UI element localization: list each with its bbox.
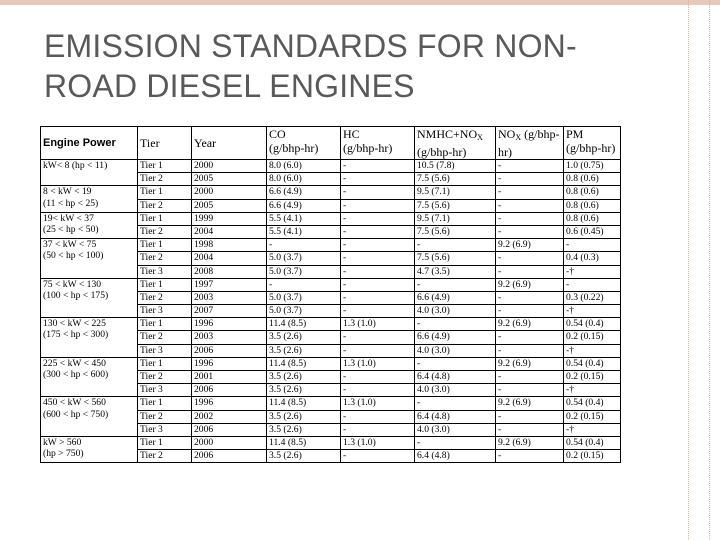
pm-cell: 0.8 (0.6) bbox=[564, 212, 621, 225]
header-nox-sub: X bbox=[515, 133, 522, 142]
tier-cell: Tier 1 bbox=[138, 278, 192, 291]
nmhc-cell: - bbox=[415, 318, 496, 331]
pm-cell: 0.8 (0.6) bbox=[564, 173, 621, 186]
nmhc-cell: 6.4 (4.8) bbox=[415, 450, 496, 463]
nmhc-cell: 6.6 (4.9) bbox=[415, 331, 496, 344]
co-cell: 3.5 (2.6) bbox=[267, 410, 341, 423]
co-cell: 6.6 (4.9) bbox=[267, 186, 341, 199]
year-cell: 2008 bbox=[192, 265, 267, 278]
year-cell: 2000 bbox=[192, 436, 267, 449]
hc-cell: - bbox=[341, 239, 415, 252]
header-engine-power: Engine Power bbox=[41, 127, 138, 160]
pm-cell: 0.54 (0.4) bbox=[564, 357, 621, 370]
tier-cell: Tier 2 bbox=[138, 199, 192, 212]
pm-cell: 0.54 (0.4) bbox=[564, 318, 621, 331]
pm-cell: 0.2 (0.15) bbox=[564, 450, 621, 463]
tier-cell: Tier 2 bbox=[138, 331, 192, 344]
hc-cell: - bbox=[341, 344, 415, 357]
header-hc-name: HC bbox=[343, 127, 360, 141]
nox-cell: - bbox=[496, 186, 564, 199]
nox-cell: 9.2 (6.9) bbox=[496, 357, 564, 370]
pm-cell: 0.8 (0.6) bbox=[564, 199, 621, 212]
header-co-name: CO bbox=[269, 127, 286, 141]
nox-cell: - bbox=[496, 291, 564, 304]
nmhc-cell: - bbox=[415, 239, 496, 252]
year-cell: 2004 bbox=[192, 252, 267, 265]
nox-cell: - bbox=[496, 160, 564, 173]
year-cell: 2006 bbox=[192, 450, 267, 463]
nmhc-cell: 9.5 (7.1) bbox=[415, 186, 496, 199]
tier-cell: Tier 1 bbox=[138, 318, 192, 331]
header-nmhc-sub: X bbox=[477, 133, 483, 142]
co-cell: 8.0 (6.0) bbox=[267, 160, 341, 173]
header-pm-name: PM bbox=[566, 127, 584, 141]
pm-cell: 0.54 (0.4) bbox=[564, 397, 621, 410]
co-cell: 3.5 (2.6) bbox=[267, 450, 341, 463]
nox-cell: - bbox=[496, 410, 564, 423]
tier-cell: Tier 3 bbox=[138, 423, 192, 436]
engine-power-hp: (600 < hp < 750) bbox=[43, 408, 109, 420]
hc-cell: 1.3 (1.0) bbox=[341, 318, 415, 331]
hc-cell: - bbox=[341, 160, 415, 173]
pm-cell: -† bbox=[564, 265, 621, 278]
nox-cell: - bbox=[496, 212, 564, 225]
nmhc-cell: 4.0 (3.0) bbox=[415, 423, 496, 436]
pm-cell: 0.8 (0.6) bbox=[564, 186, 621, 199]
table-row bbox=[41, 239, 621, 252]
pm-cell: 1.0 (0.75) bbox=[564, 160, 621, 173]
engine-power-kw: 130 < kW < 225 bbox=[43, 318, 106, 330]
nmhc-cell: - bbox=[415, 278, 496, 291]
co-cell: 3.5 (2.6) bbox=[267, 371, 341, 384]
engine-power-cell bbox=[41, 278, 138, 318]
header-nmhc-unit: (g/bhp-hr) bbox=[417, 145, 467, 159]
nmhc-cell: 4.7 (3.5) bbox=[415, 265, 496, 278]
engine-power-cell bbox=[41, 318, 138, 358]
tier-cell: Tier 1 bbox=[138, 436, 192, 449]
hc-cell: - bbox=[341, 173, 415, 186]
tier-cell: Tier 3 bbox=[138, 305, 192, 318]
hc-cell: - bbox=[341, 199, 415, 212]
engine-power-cell bbox=[41, 239, 138, 279]
tier-cell: Tier 1 bbox=[138, 397, 192, 410]
tier-cell: Tier 2 bbox=[138, 450, 192, 463]
table-row bbox=[41, 278, 621, 291]
header-nox-name: NO bbox=[498, 127, 516, 141]
year-cell: 1996 bbox=[192, 397, 267, 410]
slide-title: EMISSION STANDARDS FOR NON-ROAD DIESEL ENGINES bbox=[44, 28, 577, 104]
nox-cell: - bbox=[496, 173, 564, 186]
pm-cell: 0.3 (0.22) bbox=[564, 291, 621, 304]
engine-power-kw: 19< kW < 37 bbox=[43, 212, 94, 224]
nox-cell: - bbox=[496, 344, 564, 357]
tier-cell: Tier 1 bbox=[138, 212, 192, 225]
hc-cell: - bbox=[341, 186, 415, 199]
year-cell: 2006 bbox=[192, 423, 267, 436]
engine-power-cell bbox=[41, 160, 138, 186]
nmhc-cell: 6.4 (4.8) bbox=[415, 371, 496, 384]
hc-cell: 1.3 (1.0) bbox=[341, 357, 415, 370]
nmhc-cell: 9.5 (7.1) bbox=[415, 212, 496, 225]
hc-cell: - bbox=[341, 252, 415, 265]
co-cell: 11.4 (8.5) bbox=[267, 318, 341, 331]
co-cell: - bbox=[267, 239, 341, 252]
nox-cell: - bbox=[496, 384, 564, 397]
engine-power-cell bbox=[41, 397, 138, 437]
engine-power-kw: 37 < kW < 75 bbox=[43, 239, 97, 251]
engine-power-cell bbox=[41, 186, 138, 212]
header-nox-unit-start: (g/bhp- bbox=[521, 127, 560, 141]
nmhc-cell: 7.5 (5.6) bbox=[415, 225, 496, 238]
header-co-unit: (g/bhp-hr) bbox=[269, 141, 319, 155]
co-cell: 5.0 (3.7) bbox=[267, 252, 341, 265]
hc-cell: 1.3 (1.0) bbox=[341, 397, 415, 410]
pm-cell: -† bbox=[564, 423, 621, 436]
co-cell: 5.0 (3.7) bbox=[267, 291, 341, 304]
pm-cell: -† bbox=[564, 305, 621, 318]
engine-power-kw: 450 < kW < 560 bbox=[43, 397, 106, 409]
header-hc bbox=[341, 127, 415, 160]
nox-cell: 9.2 (6.9) bbox=[496, 318, 564, 331]
year-cell: 1997 bbox=[192, 278, 267, 291]
tier-cell: Tier 1 bbox=[138, 160, 192, 173]
tier-cell: Tier 2 bbox=[138, 225, 192, 238]
nox-cell: - bbox=[496, 450, 564, 463]
engine-power-kw: kW > 560 bbox=[43, 436, 82, 448]
nmhc-cell: - bbox=[415, 397, 496, 410]
slide-top-border bbox=[0, 0, 720, 5]
year-cell: 2005 bbox=[192, 199, 267, 212]
hc-cell: - bbox=[341, 305, 415, 318]
engine-power-kw: 8 < kW < 19 bbox=[43, 186, 92, 198]
year-cell: 2003 bbox=[192, 291, 267, 304]
nox-cell: - bbox=[496, 252, 564, 265]
nox-cell: - bbox=[496, 265, 564, 278]
table-row bbox=[41, 397, 621, 410]
header-co bbox=[267, 127, 341, 160]
engine-power-kw: kW< 8 (hp < 11) bbox=[43, 160, 108, 171]
year-cell: 2005 bbox=[192, 173, 267, 186]
tier-cell: Tier 1 bbox=[138, 239, 192, 252]
hc-cell: - bbox=[341, 278, 415, 291]
year-cell: 2003 bbox=[192, 331, 267, 344]
nmhc-cell: 6.6 (4.9) bbox=[415, 291, 496, 304]
nmhc-cell: 7.5 (5.6) bbox=[415, 252, 496, 265]
tier-cell: Tier 2 bbox=[138, 173, 192, 186]
nmhc-cell: - bbox=[415, 357, 496, 370]
engine-power-hp: (100 < hp < 175) bbox=[43, 289, 109, 301]
header-tier: Tier bbox=[138, 127, 192, 160]
pm-cell: - bbox=[564, 239, 621, 252]
engine-power-hp: (11 < hp < 25) bbox=[43, 197, 99, 209]
hc-cell: - bbox=[341, 291, 415, 304]
engine-power-hp: (175 < hp < 300) bbox=[43, 329, 109, 341]
year-cell: 2000 bbox=[192, 160, 267, 173]
co-cell: 11.4 (8.5) bbox=[267, 397, 341, 410]
hc-cell: - bbox=[341, 331, 415, 344]
engine-power-hp: (300 < hp < 600) bbox=[43, 369, 109, 381]
header-row bbox=[41, 127, 621, 160]
co-cell: 3.5 (2.6) bbox=[267, 384, 341, 397]
table-row bbox=[41, 212, 621, 225]
nox-cell: - bbox=[496, 199, 564, 212]
tier-cell: Tier 2 bbox=[138, 252, 192, 265]
tier-cell: Tier 2 bbox=[138, 371, 192, 384]
year-cell: 2004 bbox=[192, 225, 267, 238]
header-nmhc-name: NMHC+NO bbox=[417, 127, 478, 141]
nox-cell: 9.2 (6.9) bbox=[496, 239, 564, 252]
co-cell: 8.0 (6.0) bbox=[267, 173, 341, 186]
nmhc-cell: 4.0 (3.0) bbox=[415, 384, 496, 397]
table-row bbox=[41, 318, 621, 331]
engine-power-cell bbox=[41, 357, 138, 397]
pm-cell: 0.54 (0.4) bbox=[564, 436, 621, 449]
header-nox bbox=[496, 127, 564, 160]
nox-cell: - bbox=[496, 331, 564, 344]
nmhc-cell: - bbox=[415, 436, 496, 449]
pm-cell: - bbox=[564, 278, 621, 291]
slide-right-border bbox=[688, 0, 710, 540]
co-cell: 5.0 (3.7) bbox=[267, 305, 341, 318]
table-row bbox=[41, 357, 621, 370]
header-pm-unit: (g/bhp-hr) bbox=[566, 141, 616, 155]
year-cell: 1999 bbox=[192, 212, 267, 225]
year-cell: 1998 bbox=[192, 239, 267, 252]
year-cell: 1996 bbox=[192, 357, 267, 370]
pm-cell: 0.2 (0.15) bbox=[564, 410, 621, 423]
pm-cell: -† bbox=[564, 344, 621, 357]
co-cell: 6.6 (4.9) bbox=[267, 199, 341, 212]
hc-cell: - bbox=[341, 423, 415, 436]
tier-cell: Tier 3 bbox=[138, 265, 192, 278]
tier-cell: Tier 3 bbox=[138, 384, 192, 397]
tier-cell: Tier 2 bbox=[138, 410, 192, 423]
co-cell: 5.5 (4.1) bbox=[267, 212, 341, 225]
hc-cell: - bbox=[341, 265, 415, 278]
year-cell: 2000 bbox=[192, 186, 267, 199]
pm-cell: 0.2 (0.15) bbox=[564, 371, 621, 384]
nox-cell: - bbox=[496, 305, 564, 318]
tier-cell: Tier 1 bbox=[138, 186, 192, 199]
hc-cell: - bbox=[341, 410, 415, 423]
engine-power-kw: 75 < kW < 130 bbox=[43, 278, 102, 290]
hc-cell: - bbox=[341, 384, 415, 397]
pm-cell: 0.6 (0.45) bbox=[564, 225, 621, 238]
nox-cell: 9.2 (6.9) bbox=[496, 278, 564, 291]
nmhc-cell: 7.5 (5.6) bbox=[415, 173, 496, 186]
co-cell: - bbox=[267, 278, 341, 291]
table-body bbox=[41, 160, 621, 463]
year-cell: 2006 bbox=[192, 384, 267, 397]
engine-power-cell bbox=[41, 436, 138, 462]
pm-cell: 0.2 (0.15) bbox=[564, 331, 621, 344]
header-pm bbox=[564, 127, 621, 160]
hc-cell: 1.3 (1.0) bbox=[341, 436, 415, 449]
nmhc-cell: 7.5 (5.6) bbox=[415, 199, 496, 212]
year-cell: 2001 bbox=[192, 371, 267, 384]
co-cell: 3.5 (2.6) bbox=[267, 331, 341, 344]
year-cell: 2006 bbox=[192, 344, 267, 357]
tier-cell: Tier 2 bbox=[138, 291, 192, 304]
co-cell: 5.0 (3.7) bbox=[267, 265, 341, 278]
nmhc-cell: 10.5 (7.8) bbox=[415, 160, 496, 173]
hc-cell: - bbox=[341, 450, 415, 463]
nox-cell: 9.2 (6.9) bbox=[496, 397, 564, 410]
nmhc-cell: 4.0 (3.0) bbox=[415, 344, 496, 357]
table-row bbox=[41, 186, 621, 199]
table-row bbox=[41, 436, 621, 449]
year-cell: 1996 bbox=[192, 318, 267, 331]
engine-power-kw: 225 < kW < 450 bbox=[43, 357, 106, 369]
co-cell: 3.5 (2.6) bbox=[267, 423, 341, 436]
tier-cell: Tier 3 bbox=[138, 344, 192, 357]
engine-power-hp: (hp > 750) bbox=[43, 448, 84, 460]
nmhc-cell: 6.4 (4.8) bbox=[415, 410, 496, 423]
hc-cell: - bbox=[341, 212, 415, 225]
hc-cell: - bbox=[341, 225, 415, 238]
co-cell: 11.4 (8.5) bbox=[267, 357, 341, 370]
header-year: Year bbox=[192, 127, 267, 160]
engine-power-hp: (25 < hp < 50) bbox=[43, 223, 99, 235]
pm-cell: -† bbox=[564, 384, 621, 397]
nox-cell: - bbox=[496, 371, 564, 384]
nox-cell: 9.2 (6.9) bbox=[496, 436, 564, 449]
nox-cell: - bbox=[496, 423, 564, 436]
co-cell: 3.5 (2.6) bbox=[267, 344, 341, 357]
header-hc-unit: (g/bhp-hr) bbox=[343, 141, 393, 155]
co-cell: 5.5 (4.1) bbox=[267, 225, 341, 238]
emission-standards-table bbox=[40, 126, 621, 463]
nox-cell: - bbox=[496, 225, 564, 238]
co-cell: 11.4 (8.5) bbox=[267, 436, 341, 449]
pm-cell: 0.4 (0.3) bbox=[564, 252, 621, 265]
year-cell: 2002 bbox=[192, 410, 267, 423]
nmhc-cell: 4.0 (3.0) bbox=[415, 305, 496, 318]
engine-power-cell bbox=[41, 212, 138, 238]
engine-power-hp: (50 < hp < 100) bbox=[43, 250, 104, 262]
header-nmhc-nox bbox=[415, 127, 496, 160]
year-cell: 2007 bbox=[192, 305, 267, 318]
table-row bbox=[41, 160, 621, 173]
hc-cell: - bbox=[341, 371, 415, 384]
tier-cell: Tier 1 bbox=[138, 357, 192, 370]
header-nox-unit-end: hr) bbox=[498, 145, 512, 159]
